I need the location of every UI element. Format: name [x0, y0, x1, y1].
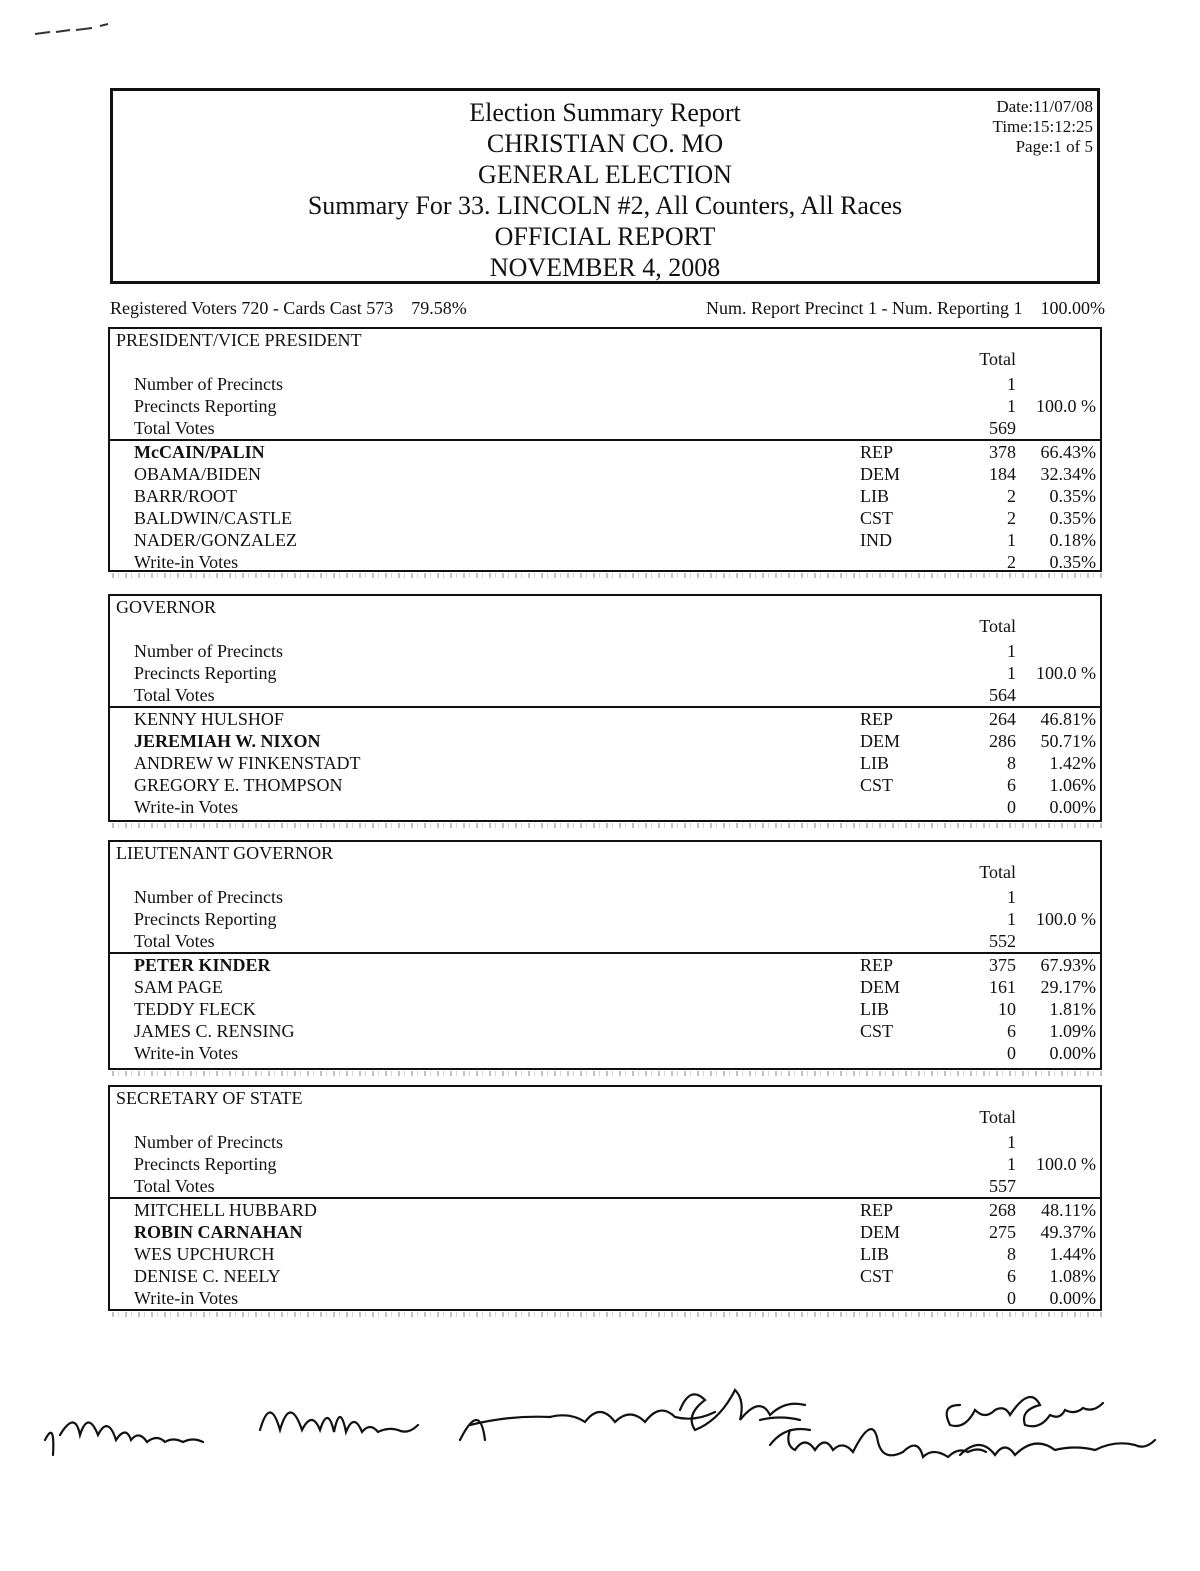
scan-speckle: [112, 1312, 1104, 1317]
total-column-header: Total: [979, 616, 1016, 636]
vote-count: 375: [989, 955, 1016, 975]
party-code: REP: [860, 709, 894, 729]
candidate-row: [110, 954, 1100, 976]
candidate-row: [110, 752, 1100, 774]
vote-count: 268: [989, 1200, 1016, 1220]
race-title: GOVERNOR: [116, 597, 217, 617]
row-label: ANDREW W FINKENSTADT: [134, 753, 361, 773]
candidate-row: [110, 730, 1100, 752]
row-label: Number of Precincts: [134, 887, 283, 907]
total-column-header: Total: [979, 1107, 1016, 1127]
party-code: LIB: [860, 753, 889, 773]
vote-count: 1: [1007, 887, 1016, 907]
vote-count: 8: [1007, 753, 1016, 773]
vote-count: 552: [989, 931, 1016, 951]
race-section: [108, 594, 1102, 822]
vote-percent: 1.09%: [1049, 1021, 1096, 1041]
row-label: Total Votes: [134, 418, 215, 438]
scan-speckle: [112, 1071, 1104, 1076]
candidate-row: [110, 1199, 1100, 1221]
vote-count: 2: [1007, 486, 1016, 506]
stat-row: [110, 1175, 1100, 1197]
row-label: OBAMA/BIDEN: [134, 464, 262, 484]
party-code: REP: [860, 955, 894, 975]
vote-percent: 50.71%: [1040, 731, 1096, 751]
county-name: CHRISTIAN CO. MO: [486, 129, 724, 158]
vote-percent: 1.44%: [1049, 1244, 1096, 1264]
candidate-row: [110, 441, 1100, 463]
row-label: BARR/ROOT: [134, 486, 238, 506]
vote-percent: 100.0 %: [1036, 909, 1096, 929]
vote-count: 6: [1007, 1021, 1016, 1041]
stat-row: [110, 395, 1100, 417]
vote-count: 0: [1007, 797, 1016, 817]
vote-percent: 1.08%: [1049, 1266, 1096, 1286]
race-title: SECRETARY OF STATE: [116, 1088, 303, 1108]
vote-count: 564: [989, 685, 1016, 705]
stat-row: [110, 1131, 1100, 1153]
row-label: JEREMIAH W. NIXON: [134, 731, 321, 751]
candidate-row: [110, 708, 1100, 730]
party-code: LIB: [860, 1244, 889, 1264]
row-label: Total Votes: [134, 1176, 215, 1196]
vote-count: 378: [989, 442, 1016, 462]
row-label: PETER KINDER: [134, 955, 271, 975]
race-section: [108, 1085, 1102, 1311]
vote-percent: 48.11%: [1041, 1200, 1096, 1220]
vote-count: 6: [1007, 775, 1016, 795]
scan-speckle: [112, 573, 1104, 578]
party-code: DEM: [860, 464, 900, 484]
candidate-row: [110, 998, 1100, 1020]
vote-percent: 100.0 %: [1036, 663, 1096, 683]
candidate-row: [110, 529, 1100, 551]
vote-count: 1: [1007, 396, 1016, 416]
party-code: LIB: [860, 999, 889, 1019]
stat-row: [110, 417, 1100, 439]
summary-scope: Summary For 33. LINCOLN #2, All Counters, All Races: [307, 191, 903, 220]
party-code: DEM: [860, 1222, 900, 1242]
report-header-box: [110, 88, 1100, 284]
vote-percent: 29.17%: [1040, 977, 1096, 997]
stat-row: [110, 886, 1100, 908]
vote-percent: 0.35%: [1049, 508, 1096, 528]
candidate-row: [110, 976, 1100, 998]
official-signatures: [0, 1380, 1200, 1571]
vote-count: 275: [989, 1222, 1016, 1242]
row-label: Precincts Reporting: [134, 663, 277, 683]
vote-count: 161: [989, 977, 1016, 997]
report-page: Page:1 of 5: [1015, 137, 1093, 156]
report-status: OFFICIAL REPORT: [494, 222, 716, 251]
row-label: KENNY HULSHOF: [134, 709, 284, 729]
vote-percent: 66.43%: [1040, 442, 1096, 462]
candidate-row: [110, 551, 1100, 573]
vote-percent: 1.81%: [1049, 999, 1096, 1019]
candidate-row: [110, 485, 1100, 507]
report-title: Election Summary Report: [469, 98, 741, 127]
row-label: Precincts Reporting: [134, 396, 277, 416]
race-title: LIEUTENANT GOVERNOR: [116, 843, 334, 863]
party-code: CST: [860, 508, 894, 528]
vote-count: 569: [989, 418, 1016, 438]
race-rows: [110, 886, 1100, 1064]
election-type: GENERAL ELECTION: [478, 160, 732, 189]
election-date: NOVEMBER 4, 2008: [489, 253, 721, 282]
vote-count: 1: [1007, 374, 1016, 394]
party-code: DEM: [860, 977, 900, 997]
candidate-row: [110, 1287, 1100, 1309]
candidate-row: [110, 1042, 1100, 1064]
vote-count: 8: [1007, 1244, 1016, 1264]
party-code: CST: [860, 1021, 894, 1041]
party-code: LIB: [860, 486, 889, 506]
stat-row: [110, 684, 1100, 706]
vote-count: 264: [989, 709, 1016, 729]
row-label: Write-in Votes: [134, 797, 239, 817]
total-column-header: Total: [979, 349, 1016, 369]
precinct-reporting-summary: Num. Report Precinct 1 - Num. Reporting 1 100.00%: [706, 298, 1105, 318]
vote-percent: 100.0 %: [1036, 1154, 1096, 1174]
row-label: Number of Precincts: [134, 641, 283, 661]
candidate-row: [110, 774, 1100, 796]
row-label: Total Votes: [134, 931, 215, 951]
party-code: DEM: [860, 731, 900, 751]
row-label: DENISE C. NEELY: [134, 1266, 281, 1286]
vote-percent: 32.34%: [1040, 464, 1096, 484]
vote-percent: 0.35%: [1049, 552, 1096, 572]
vote-count: 1: [1007, 663, 1016, 683]
race-title: PRESIDENT/VICE PRESIDENT: [116, 330, 362, 350]
race-section: [108, 840, 1102, 1070]
vote-count: 10: [998, 999, 1016, 1019]
row-label: McCAIN/PALIN: [134, 442, 265, 462]
row-label: Precincts Reporting: [134, 909, 277, 929]
candidate-row: [110, 1221, 1100, 1243]
race-section: [108, 327, 1102, 572]
vote-count: 184: [989, 464, 1016, 484]
stat-row: [110, 908, 1100, 930]
vote-count: 1: [1007, 641, 1016, 661]
vote-count: 557: [989, 1176, 1016, 1196]
row-label: Total Votes: [134, 685, 215, 705]
candidate-row: [110, 796, 1100, 818]
row-label: NADER/GONZALEZ: [134, 530, 297, 550]
candidate-row: [110, 1265, 1100, 1287]
vote-count: 1: [1007, 530, 1016, 550]
party-code: IND: [860, 530, 892, 550]
row-label: Write-in Votes: [134, 552, 239, 572]
row-label: WES UPCHURCH: [134, 1244, 275, 1264]
vote-percent: 1.42%: [1049, 753, 1096, 773]
vote-count: 286: [989, 731, 1016, 751]
vote-percent: 49.37%: [1040, 1222, 1096, 1242]
stat-row: [110, 640, 1100, 662]
vote-count: 1: [1007, 1154, 1016, 1174]
vote-count: 1: [1007, 909, 1016, 929]
vote-count: 2: [1007, 552, 1016, 572]
report-meta: [993, 97, 1093, 157]
vote-count: 0: [1007, 1288, 1016, 1308]
vote-percent: 0.35%: [1049, 486, 1096, 506]
report-title-block: [113, 97, 1097, 283]
candidate-row: [110, 1020, 1100, 1042]
vote-percent: 0.00%: [1049, 1288, 1096, 1308]
candidate-row: [110, 1243, 1100, 1265]
party-code: REP: [860, 1200, 894, 1220]
vote-percent: 67.93%: [1040, 955, 1096, 975]
candidate-row: [110, 463, 1100, 485]
row-label: Number of Precincts: [134, 1132, 283, 1152]
race-rows: [110, 640, 1100, 818]
row-label: JAMES C. RENSING: [134, 1021, 295, 1041]
vote-percent: 0.18%: [1049, 530, 1096, 550]
row-label: MITCHELL HUBBARD: [134, 1200, 317, 1220]
row-label: Write-in Votes: [134, 1288, 239, 1308]
row-label: BALDWIN/CASTLE: [134, 508, 292, 528]
vote-percent: 46.81%: [1040, 709, 1096, 729]
stat-row: [110, 373, 1100, 395]
scan-artifact-mark: [30, 20, 120, 40]
stat-row: [110, 930, 1100, 952]
scan-speckle: [112, 823, 1104, 828]
turnout-summary: [110, 298, 1105, 319]
report-date: Date:11/07/08: [996, 97, 1093, 116]
race-rows: [110, 373, 1100, 573]
vote-count: 6: [1007, 1266, 1016, 1286]
row-label: Precincts Reporting: [134, 1154, 277, 1174]
row-label: Write-in Votes: [134, 1043, 239, 1063]
registered-voters-summary: Registered Voters 720 - Cards Cast 573 79.58%: [110, 298, 467, 318]
candidate-row: [110, 507, 1100, 529]
vote-percent: 0.00%: [1049, 797, 1096, 817]
report-time: Time:15:12:25: [992, 117, 1093, 136]
row-label: GREGORY E. THOMPSON: [134, 775, 343, 795]
vote-count: 0: [1007, 1043, 1016, 1063]
party-code: CST: [860, 1266, 894, 1286]
vote-percent: 100.0 %: [1036, 396, 1096, 416]
race-rows: [110, 1131, 1100, 1309]
total-column-header: Total: [979, 862, 1016, 882]
party-code: REP: [860, 442, 894, 462]
vote-count: 1: [1007, 1132, 1016, 1152]
party-code: CST: [860, 775, 894, 795]
row-label: SAM PAGE: [134, 977, 223, 997]
vote-count: 2: [1007, 508, 1016, 528]
row-label: TEDDY FLECK: [134, 999, 256, 1019]
stat-row: [110, 1153, 1100, 1175]
row-label: Number of Precincts: [134, 374, 283, 394]
row-label: ROBIN CARNAHAN: [134, 1222, 303, 1242]
vote-percent: 1.06%: [1049, 775, 1096, 795]
stat-row: [110, 662, 1100, 684]
vote-percent: 0.00%: [1049, 1043, 1096, 1063]
